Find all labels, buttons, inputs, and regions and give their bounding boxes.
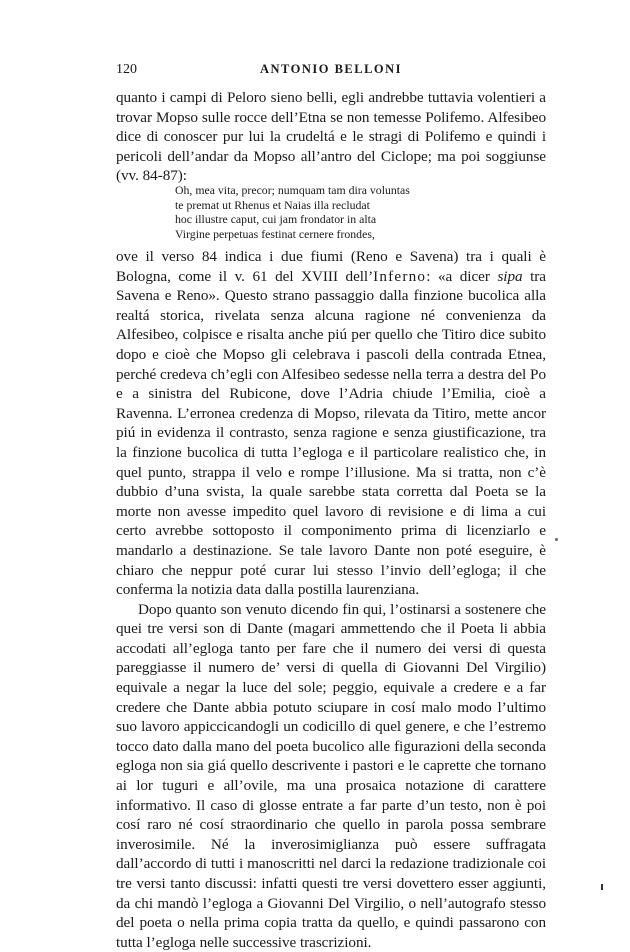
paragraph-2-part-c: tra Savena e Reno». Questo strano passaggio dalla finzione bucolica alla realtá storica, rivelata senza alcuna ragione né convenienza da Alfesibeo, colpisce e risalta anche piú per quello che Titiro dice subito dopo e cioè che Mopso gli celebrava i pascoli della contrada Etnea, perché credeva ch’egli con Alfesibeo sedesse nella terra a destra del Po e a sinistra del Rubicone, dove l’Adria chiude l’Emilia, cioè a Ravenna. L’erronea credenza di Mopso, rilevata da Titiro, mette ancor piú in evidenza il contrasto, senza ragione e senza giustificazione, tra la finzione bucolica di tutta l’egloga e il particolare realistico che, in quel punto, strappa il velo e rompe l’illusione. Ma si tratta, non c’è dubbio d’una svista, la quale sarebbe stata corretta dal Poeta se la morte non avesse impedito quel lavoro di revisione e di lima a cui certo avrebbe sottoposto il componimento prima di licenziarlo e mandarlo a destinazione. Se tale lavoro Dante non poté eseguire, è chiaro che neppur poté curar lui stesso l’invio dell’egloga; il che conferma la notizia data dalla postilla laurenziana.: [116, 267, 546, 599]
verse-line: Oh, mea vita, precor; numquam tam dira voluntas: [175, 183, 410, 197]
verse-line: hoc illustre caput, cui jam frondator in alta: [175, 212, 377, 227]
sipa-word: sipa: [497, 267, 523, 285]
paragraph-1-text: quanto i campi di Peloro sieno belli, egli andrebbe tuttavia volentieri a trovar Mopso sulle rocce dell’Etna se non temesse Polifemo. Alfesibeo dice di conoscer pur lui la crudeltá e le stragi di Polifemo e quindi i pericoli dell’andar da Mopso all’antro del Ciclope; ma poi soggiunse (vv. 84-87):: [116, 89, 546, 185]
body-text: [116, 247, 546, 952]
verse-line: Virgine perpetuas festinat cernere frondes,: [175, 226, 375, 241]
paragraph-2: [116, 247, 546, 600]
paragraph-2-part-a: ove il verso 84 indica i due fiumi (Reno e Savena) tra i quali è Bologna, come il v. 61 del XVIII dell’: [116, 248, 546, 285]
running-title: ANTONIO BELLONI: [259, 62, 403, 76]
page-number: 120: [116, 62, 137, 77]
inferno-title: Inferno: [373, 267, 427, 285]
page-header: [116, 62, 546, 80]
verse-quotation: [175, 183, 505, 241]
paragraph-2-part-b: : «a dicer: [426, 267, 498, 285]
verse-line: te premat ut Rhenus et Naias illa recludat: [175, 197, 370, 212]
corner-mark: [601, 884, 603, 890]
paragraph-1: [116, 88, 546, 186]
margin-mark: [555, 538, 558, 541]
paragraph-3: Dopo quanto son venuto dicendo fin qui, l’ostinarsi a sostenere che quei tre versi son di Dante (magari ammettendo che il Poeta li abbia accodati all’egloga tanto per fare che il numero dei versi di questa pareggiasse il numero de’ versi di quella di Giovanni Del Virgilio) equivale a negar la luce del sole; peggio, equivale a credere e a far credere che Dante abbia potuto sciupare in cosí malo modo l’ultimo suo lavoro appiccicandogli un codicillo di quel genere, e che l’estremo tocco dato dalla mano del poeta bucolico alle figurazioni della seconda egloga non sia giá quello descrivente i pastori e le caprette che tornano ai lor tuguri e all’ovile, ma una prosaica notazione di carattere informativo. Il caso di glosse entrate a far parte d’un testo, non è poi cosí raro né cosí straordinario che quello in parola possa sembrare inverosimile. Né la inverosimiglianza può essere suffragata dall’accordo di tutti i manoscritti nel darci la redazione tradizionale coi tre versi tanto discussi: infatti questi tre versi dovettero esser aggiunti, da chi mandò l’egloga a Giovanni Del Virgilio, o nell’autografo stesso del poeta o nella prima copia tratta da quello, e quindi passarono con tutta l’egloga nelle successive trascrizioni.: [116, 600, 546, 951]
